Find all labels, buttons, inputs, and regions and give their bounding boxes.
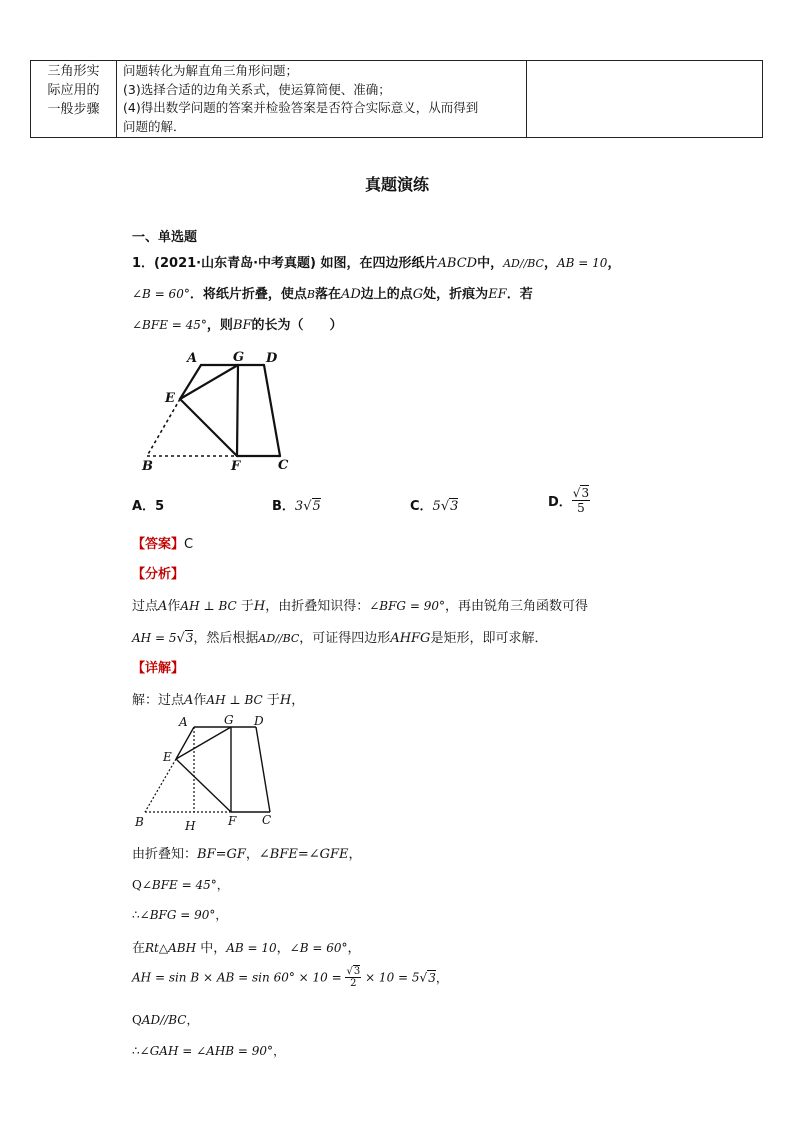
table-right-cell [527, 61, 762, 137]
section-title: 真题演练 [364, 175, 429, 194]
label-e: E [165, 391, 175, 406]
sqrt-sign: √ [572, 486, 581, 500]
math-h: H [279, 693, 292, 708]
edge-eg [180, 365, 238, 399]
detail-text: 于 [266, 693, 280, 708]
because-line-1 [132, 876, 229, 893]
math-bf-eq-gf: BF=GF [197, 847, 246, 862]
sqrt-sign: √ [303, 499, 312, 514]
option-a-label: A． [132, 499, 156, 514]
question-text: 中， [477, 256, 504, 271]
detail-text: 由折叠知： [132, 847, 198, 862]
table-left-cell [31, 61, 117, 137]
detail-text: ， [435, 971, 448, 985]
label-g: G [224, 713, 234, 727]
label-b: B [142, 459, 153, 474]
detail-text: ， [186, 1013, 199, 1027]
analysis-text: 于 [240, 599, 254, 614]
question-line-1 [132, 252, 620, 271]
detail-text: 作 [193, 693, 207, 708]
analysis-text: ，再由锐角三角函数可得 [444, 599, 588, 614]
question-text: 处，折痕为 [423, 287, 489, 302]
question-text: ， [543, 256, 557, 271]
mid-cell-line: (3)选择合适的边角关系式，使运算简便、准确； [123, 81, 391, 97]
analysis-text: ，由折叠知识得： [265, 599, 370, 614]
edge-ef [176, 759, 231, 812]
option-b-label: B． [272, 499, 295, 514]
option-c-radicand: 3 [450, 499, 459, 514]
therefore-symbol: ∴ [132, 908, 140, 922]
question-text: ．将纸片折叠，使点 [189, 287, 307, 302]
option-d-label: D． [548, 495, 572, 510]
label-a: A [187, 351, 198, 366]
math-h: H [253, 599, 266, 614]
analysis-text: 是矩形，即可求解． [430, 631, 548, 646]
edge-dc [264, 365, 280, 456]
left-cell-line: 一般步骤 [47, 102, 100, 117]
fraction-sqrt3-over-2 [345, 966, 361, 989]
math-radicand: 3 [428, 970, 436, 985]
question-text: 落在 [314, 287, 341, 302]
detail-line-1 [132, 689, 304, 708]
sqrt-sign: √ [346, 966, 353, 977]
math-abcd: ABCD [437, 256, 478, 271]
math-ad: AD [340, 287, 361, 302]
math-ab-10: AB = 10 [557, 256, 608, 270]
math-angle-b: ∠B = 60° [289, 941, 348, 955]
analysis-text: ，然后根据 [193, 631, 259, 646]
math-ad-parallel-bc: AD//BC [258, 632, 300, 645]
question-line-2 [132, 283, 533, 302]
option-c-coef: 5 [432, 499, 441, 514]
label-f: F [231, 459, 241, 474]
question-text: ， [607, 256, 621, 271]
detail-text: ， [215, 908, 228, 922]
label-b: B [135, 815, 144, 829]
math-ad-parallel-bc: AD//BC [141, 1013, 187, 1027]
fold-line [132, 843, 362, 862]
option-d-radicand: 3 [581, 486, 590, 500]
sqrt-sign: √ [419, 970, 428, 985]
math-ef: EF [488, 287, 507, 302]
analysis-text: 作 [167, 599, 181, 614]
math-radicand: 3 [185, 631, 194, 645]
question-text: ．若 [506, 287, 533, 302]
fraction-numerator [572, 486, 590, 501]
option-d-fraction [572, 486, 590, 515]
math-ah-expr: AH = sin B × AB = sin 60° × 10 = [132, 970, 342, 985]
math-ah-perp-bc: AH ⊥ BC [206, 693, 263, 707]
label-c: C [278, 458, 289, 473]
label-d: D [254, 714, 264, 728]
answer-tag: 【答案】 [132, 537, 185, 552]
sqrt-sign: √ [176, 631, 185, 646]
math-angle-bfe: ∠BFE = 45° [132, 318, 207, 332]
math-a: A [184, 693, 194, 708]
because-symbol: Q [132, 878, 142, 892]
answer-row [132, 533, 193, 552]
analysis-tag: 【分析】 [132, 567, 185, 582]
math-ah-value: AH = 5 [132, 631, 177, 645]
math-angle-b: ∠B = 60° [132, 287, 190, 301]
label-g: G [233, 350, 245, 365]
math-angle-eq: ∠BFE=∠GFE [258, 847, 349, 862]
option-a-value: 5 [155, 499, 165, 514]
because-symbol: Q [132, 1013, 142, 1027]
steps-table [30, 60, 763, 138]
analysis-line-2 [132, 627, 547, 646]
left-cell-line: 际应用的 [47, 83, 100, 98]
option-c-label: C． [410, 499, 433, 514]
detail-text: 解：过点 [132, 693, 185, 708]
detail-text: ， [216, 878, 229, 892]
detail-text: ， [348, 847, 362, 862]
label-f: F [228, 814, 237, 828]
math-b: B [306, 288, 315, 301]
therefore-line-2 [132, 1042, 285, 1059]
detail-text: ， [347, 941, 361, 956]
option-b-coef: 3 [294, 499, 304, 514]
question-text: 的长为（ ） [251, 318, 343, 333]
option-d[interactable] [548, 486, 590, 515]
detail-text: ， [276, 941, 290, 956]
math-angle-gah: ∠GAH = ∠AHB = 90° [139, 1044, 274, 1058]
label-d: D [266, 351, 278, 366]
mid-cell-line: 问题的解． [123, 118, 186, 134]
math-a: A [158, 599, 168, 614]
detail-text: ， [291, 693, 305, 708]
detail-text: 在 [132, 941, 146, 956]
edge-gf [237, 365, 238, 456]
label-a: A [179, 715, 188, 729]
analysis-text: ，可证得四边形 [299, 631, 391, 646]
detail-text: ， [245, 847, 259, 862]
sqrt-sign: √ [440, 499, 450, 514]
right-triangle-line [132, 937, 361, 956]
math-ab-10: AB = 10 [226, 941, 277, 955]
edge-ef [180, 399, 237, 456]
math-rt-abh: Rt△ABH [145, 941, 197, 955]
analysis-text: 过点 [132, 599, 159, 614]
option-b-radicand: 5 [312, 499, 321, 514]
answer-value: C [184, 537, 194, 552]
option-c[interactable] [410, 495, 458, 514]
detail-text: 中， [200, 941, 227, 956]
math-angle-bfg: ∠BFG = 90° [139, 908, 216, 922]
edge-be-dashed [145, 759, 176, 812]
therefore-symbol: ∴ [132, 1044, 140, 1058]
math-ah-result: × 10 = 5 [365, 970, 420, 985]
math-g: G [412, 287, 424, 302]
label-e: E [163, 750, 172, 764]
math-radicand: 3 [353, 966, 361, 977]
table-mid-cell [117, 61, 527, 137]
question-text: 1．(2021·山东青岛·中考真题) 如图，在四边形纸片 [132, 256, 438, 271]
ah-calculation-line [132, 966, 448, 989]
fraction-denominator: 2 [350, 978, 357, 989]
label-c: C [262, 813, 272, 827]
question-line-3 [132, 314, 343, 333]
math-ad-parallel-bc: AD//BC [503, 257, 544, 270]
math-ah-perp-bc: AH ⊥ BC [180, 599, 237, 613]
option-b[interactable] [272, 495, 321, 514]
math-angle-bfe: ∠BFE = 45° [141, 878, 217, 892]
therefore-line-1 [132, 906, 227, 923]
detail-tag: 【详解】 [132, 661, 185, 676]
option-d-denominator: 5 [577, 501, 585, 515]
edge-dc [256, 727, 270, 812]
section-heading: 一、单选题 [132, 230, 198, 245]
because-line-2 [132, 1011, 198, 1028]
math-ahfg: AHFG [390, 631, 431, 646]
question-text: 边上的点 [360, 287, 413, 302]
option-a[interactable] [132, 495, 164, 514]
figure-trapezoid-altitude [130, 712, 280, 834]
figure-trapezoid-fold [130, 345, 300, 475]
mid-cell-line: (4)得出数学问题的答案并检验答案是否符合实际意义，从而得到 [123, 100, 479, 115]
math-angle-bfg: ∠BFG = 90° [369, 599, 445, 613]
analysis-line-1 [132, 595, 588, 614]
fraction-numerator [345, 966, 361, 978]
mid-cell-line: 问题转化为解直角三角形问题； [123, 63, 299, 78]
math-bf: BF [232, 318, 252, 333]
left-cell-line: 三角形实 [47, 64, 100, 79]
label-h: H [185, 819, 196, 833]
edge-be-dashed [147, 399, 180, 456]
question-text: ，则 [206, 318, 233, 333]
detail-text: ， [273, 1044, 286, 1058]
